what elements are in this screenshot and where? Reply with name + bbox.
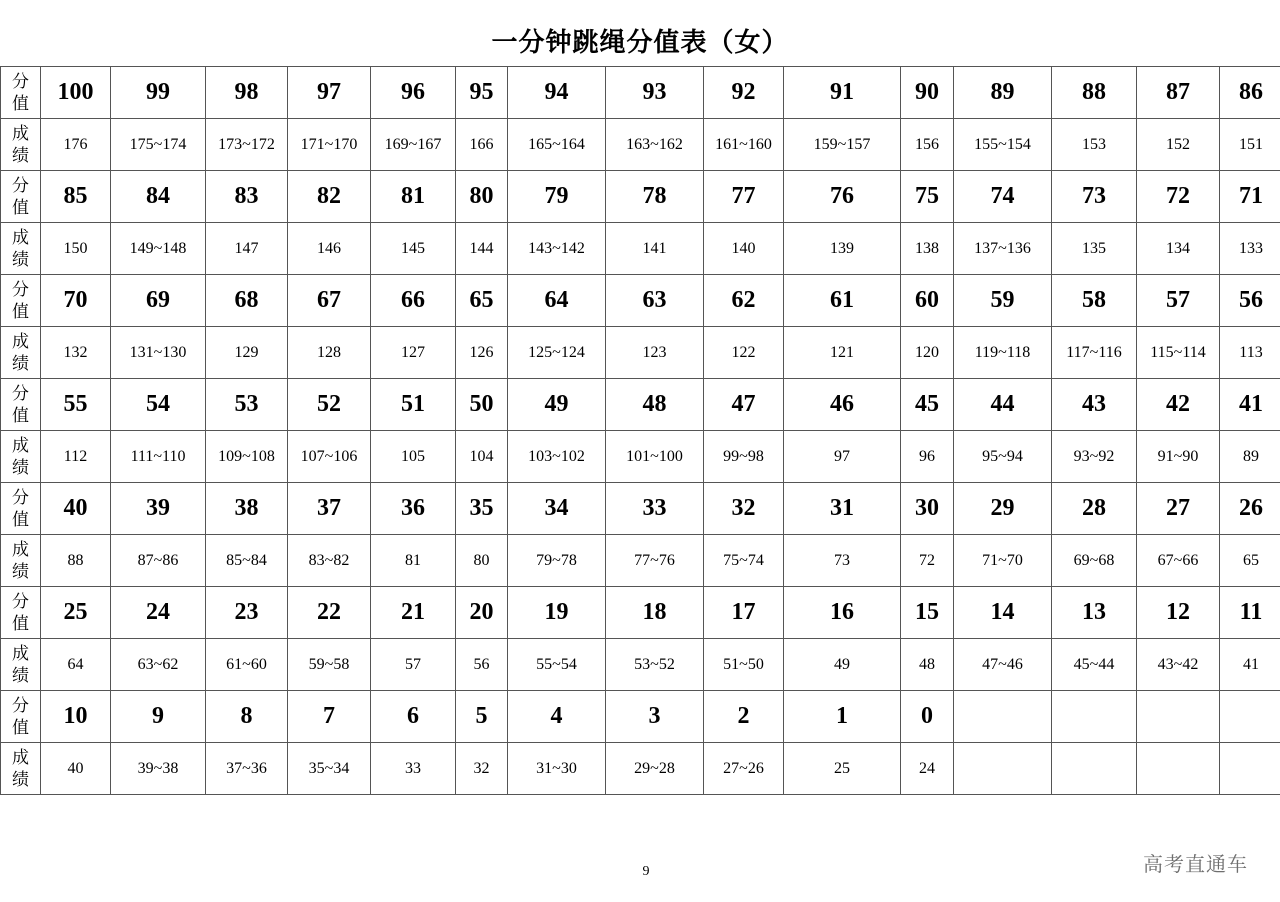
result-cell: 150 — [41, 223, 111, 275]
score-cell: 85 — [41, 171, 111, 223]
result-label — [1, 119, 41, 171]
result-cell: 75~74 — [704, 535, 784, 587]
score-cell: 18 — [606, 587, 704, 639]
score-cell: 30 — [901, 483, 954, 535]
result-cell: 35~34 — [288, 743, 371, 795]
result-cell: 47~46 — [954, 639, 1052, 691]
result-cell: 85~84 — [206, 535, 288, 587]
result-cell: 141 — [606, 223, 704, 275]
result-cell: 56 — [456, 639, 508, 691]
score-table — [0, 66, 1280, 795]
result-cell — [954, 743, 1052, 795]
label-char: 成 — [12, 539, 29, 560]
result-cell: 171~170 — [288, 119, 371, 171]
score-cell: 15 — [901, 587, 954, 639]
score-cell: 64 — [508, 275, 606, 327]
label-char: 分 — [12, 591, 29, 612]
result-cell: 27~26 — [704, 743, 784, 795]
score-cell: 90 — [901, 67, 954, 119]
score-cell: 62 — [704, 275, 784, 327]
result-cell: 165~164 — [508, 119, 606, 171]
result-label — [1, 223, 41, 275]
score-cell: 21 — [371, 587, 456, 639]
score-cell: 26 — [1220, 483, 1280, 535]
result-cell: 25 — [784, 743, 901, 795]
result-cell: 175~174 — [111, 119, 206, 171]
result-cell: 139 — [784, 223, 901, 275]
result-cell: 128 — [288, 327, 371, 379]
result-cell: 127 — [371, 327, 456, 379]
score-cell: 3 — [606, 691, 704, 743]
score-cell: 75 — [901, 171, 954, 223]
result-cell: 65 — [1220, 535, 1280, 587]
score-cell: 16 — [784, 587, 901, 639]
result-cell: 145 — [371, 223, 456, 275]
result-row — [1, 743, 1280, 795]
label-char: 分 — [12, 279, 29, 300]
points-row — [1, 587, 1280, 639]
result-label — [1, 327, 41, 379]
result-cell: 163~162 — [606, 119, 704, 171]
label-char: 值 — [12, 197, 29, 218]
result-cell: 40 — [41, 743, 111, 795]
label-char: 成 — [12, 331, 29, 352]
points-label — [1, 275, 41, 327]
result-row — [1, 327, 1280, 379]
result-cell: 73 — [784, 535, 901, 587]
score-cell: 49 — [508, 379, 606, 431]
score-cell: 94 — [508, 67, 606, 119]
result-cell: 140 — [704, 223, 784, 275]
result-cell: 80 — [456, 535, 508, 587]
score-cell: 76 — [784, 171, 901, 223]
points-label — [1, 379, 41, 431]
result-cell: 107~106 — [288, 431, 371, 483]
points-row — [1, 379, 1280, 431]
score-cell: 45 — [901, 379, 954, 431]
score-cell: 68 — [206, 275, 288, 327]
result-cell: 103~102 — [508, 431, 606, 483]
points-row — [1, 67, 1280, 119]
points-row — [1, 691, 1280, 743]
label-char: 成 — [12, 643, 29, 664]
result-cell: 51~50 — [704, 639, 784, 691]
label-char: 绩 — [12, 561, 29, 582]
score-cell: 66 — [371, 275, 456, 327]
label-char: 分 — [12, 383, 29, 404]
result-cell: 95~94 — [954, 431, 1052, 483]
score-cell: 34 — [508, 483, 606, 535]
label-char: 绩 — [12, 769, 29, 790]
score-cell: 27 — [1137, 483, 1220, 535]
score-cell: 97 — [288, 67, 371, 119]
label-char: 值 — [12, 405, 29, 426]
score-cell: 86 — [1220, 67, 1280, 119]
score-cell: 35 — [456, 483, 508, 535]
score-cell: 38 — [206, 483, 288, 535]
result-cell: 83~82 — [288, 535, 371, 587]
result-row — [1, 431, 1280, 483]
score-cell: 4 — [508, 691, 606, 743]
score-cell: 58 — [1052, 275, 1137, 327]
score-cell: 84 — [111, 171, 206, 223]
result-cell: 121 — [784, 327, 901, 379]
result-cell: 41 — [1220, 639, 1280, 691]
result-cell: 91~90 — [1137, 431, 1220, 483]
result-cell: 72 — [901, 535, 954, 587]
score-cell: 48 — [606, 379, 704, 431]
result-cell: 63~62 — [111, 639, 206, 691]
result-cell: 64 — [41, 639, 111, 691]
result-cell — [1052, 743, 1137, 795]
score-cell: 79 — [508, 171, 606, 223]
score-cell: 8 — [206, 691, 288, 743]
result-cell: 104 — [456, 431, 508, 483]
score-cell: 29 — [954, 483, 1052, 535]
result-cell: 176 — [41, 119, 111, 171]
score-cell: 31 — [784, 483, 901, 535]
score-cell: 7 — [288, 691, 371, 743]
result-cell: 135 — [1052, 223, 1137, 275]
result-cell: 132 — [41, 327, 111, 379]
score-cell: 53 — [206, 379, 288, 431]
result-cell: 37~36 — [206, 743, 288, 795]
score-cell: 74 — [954, 171, 1052, 223]
score-cell: 78 — [606, 171, 704, 223]
result-label — [1, 743, 41, 795]
result-cell: 32 — [456, 743, 508, 795]
result-cell: 53~52 — [606, 639, 704, 691]
result-cell: 131~130 — [111, 327, 206, 379]
result-cell: 159~157 — [784, 119, 901, 171]
result-cell: 67~66 — [1137, 535, 1220, 587]
score-cell: 56 — [1220, 275, 1280, 327]
result-cell: 134 — [1137, 223, 1220, 275]
score-cell: 11 — [1220, 587, 1280, 639]
label-char: 分 — [12, 695, 29, 716]
score-cell: 50 — [456, 379, 508, 431]
points-label — [1, 587, 41, 639]
label-char: 值 — [12, 717, 29, 738]
result-cell: 161~160 — [704, 119, 784, 171]
label-char: 分 — [12, 175, 29, 196]
result-cell: 45~44 — [1052, 639, 1137, 691]
result-cell: 24 — [901, 743, 954, 795]
result-cell: 143~142 — [508, 223, 606, 275]
result-cell: 149~148 — [111, 223, 206, 275]
label-char: 成 — [12, 227, 29, 248]
result-cell: 120 — [901, 327, 954, 379]
score-cell: 99 — [111, 67, 206, 119]
score-cell: 2 — [704, 691, 784, 743]
page-title: 一分钟跳绳分值表（女） — [491, 28, 789, 58]
result-cell: 146 — [288, 223, 371, 275]
label-char: 分 — [12, 487, 29, 508]
score-cell — [954, 691, 1052, 743]
score-cell: 1 — [784, 691, 901, 743]
result-cell: 156 — [901, 119, 954, 171]
label-char: 值 — [12, 509, 29, 530]
result-label — [1, 639, 41, 691]
score-cell: 47 — [704, 379, 784, 431]
label-char: 值 — [12, 613, 29, 634]
result-cell: 96 — [901, 431, 954, 483]
score-cell: 10 — [41, 691, 111, 743]
score-cell: 81 — [371, 171, 456, 223]
label-char: 成 — [12, 747, 29, 768]
score-cell: 71 — [1220, 171, 1280, 223]
score-cell: 92 — [704, 67, 784, 119]
result-cell: 49 — [784, 639, 901, 691]
result-cell: 89 — [1220, 431, 1280, 483]
result-cell: 129 — [206, 327, 288, 379]
score-cell: 41 — [1220, 379, 1280, 431]
score-cell: 44 — [954, 379, 1052, 431]
score-cell: 24 — [111, 587, 206, 639]
result-cell: 115~114 — [1137, 327, 1220, 379]
score-cell: 52 — [288, 379, 371, 431]
result-cell: 117~116 — [1052, 327, 1137, 379]
points-label — [1, 691, 41, 743]
result-cell: 29~28 — [606, 743, 704, 795]
score-cell: 28 — [1052, 483, 1137, 535]
result-cell: 87~86 — [111, 535, 206, 587]
score-cell: 13 — [1052, 587, 1137, 639]
result-cell: 111~110 — [111, 431, 206, 483]
score-cell: 5 — [456, 691, 508, 743]
result-cell: 123 — [606, 327, 704, 379]
result-cell: 61~60 — [206, 639, 288, 691]
score-cell: 54 — [111, 379, 206, 431]
score-cell: 0 — [901, 691, 954, 743]
result-cell: 79~78 — [508, 535, 606, 587]
result-cell: 112 — [41, 431, 111, 483]
result-row — [1, 119, 1280, 171]
score-cell: 23 — [206, 587, 288, 639]
score-cell: 95 — [456, 67, 508, 119]
score-cell: 87 — [1137, 67, 1220, 119]
score-cell: 67 — [288, 275, 371, 327]
label-char: 成 — [12, 435, 29, 456]
result-cell: 31~30 — [508, 743, 606, 795]
score-cell: 60 — [901, 275, 954, 327]
result-row — [1, 223, 1280, 275]
label-char: 成 — [12, 123, 29, 144]
result-cell: 133 — [1220, 223, 1280, 275]
score-cell: 69 — [111, 275, 206, 327]
result-cell: 43~42 — [1137, 639, 1220, 691]
score-cell: 61 — [784, 275, 901, 327]
result-cell: 155~154 — [954, 119, 1052, 171]
points-label — [1, 67, 41, 119]
label-char: 绩 — [12, 145, 29, 166]
label-char: 绩 — [12, 457, 29, 478]
label-char: 值 — [12, 301, 29, 322]
result-cell: 59~58 — [288, 639, 371, 691]
result-cell: 57 — [371, 639, 456, 691]
label-char: 绩 — [12, 249, 29, 270]
score-cell: 100 — [41, 67, 111, 119]
score-cell: 80 — [456, 171, 508, 223]
result-cell: 33 — [371, 743, 456, 795]
result-cell — [1220, 743, 1280, 795]
score-cell: 43 — [1052, 379, 1137, 431]
result-cell: 126 — [456, 327, 508, 379]
result-cell: 122 — [704, 327, 784, 379]
score-cell: 88 — [1052, 67, 1137, 119]
result-cell: 147 — [206, 223, 288, 275]
score-cell: 14 — [954, 587, 1052, 639]
score-cell: 19 — [508, 587, 606, 639]
score-cell: 72 — [1137, 171, 1220, 223]
result-cell: 97 — [784, 431, 901, 483]
result-cell: 137~136 — [954, 223, 1052, 275]
label-char: 分 — [12, 71, 29, 92]
result-cell: 113 — [1220, 327, 1280, 379]
score-cell — [1052, 691, 1137, 743]
score-cell: 70 — [41, 275, 111, 327]
score-cell: 36 — [371, 483, 456, 535]
result-cell: 153 — [1052, 119, 1137, 171]
result-row — [1, 639, 1280, 691]
result-row — [1, 535, 1280, 587]
score-cell: 98 — [206, 67, 288, 119]
result-cell: 169~167 — [371, 119, 456, 171]
points-label — [1, 483, 41, 535]
score-cell: 83 — [206, 171, 288, 223]
score-cell: 6 — [371, 691, 456, 743]
score-cell: 33 — [606, 483, 704, 535]
score-cell: 32 — [704, 483, 784, 535]
result-cell: 88 — [41, 535, 111, 587]
score-cell — [1220, 691, 1280, 743]
result-cell: 77~76 — [606, 535, 704, 587]
points-row — [1, 483, 1280, 535]
score-cell: 40 — [41, 483, 111, 535]
result-cell: 151 — [1220, 119, 1280, 171]
score-cell: 55 — [41, 379, 111, 431]
points-row — [1, 275, 1280, 327]
watermark-text: 高考直通车 — [1143, 852, 1248, 876]
result-cell: 109~108 — [206, 431, 288, 483]
result-cell: 81 — [371, 535, 456, 587]
result-cell: 48 — [901, 639, 954, 691]
score-cell: 73 — [1052, 171, 1137, 223]
result-cell: 119~118 — [954, 327, 1052, 379]
score-cell: 59 — [954, 275, 1052, 327]
result-cell: 69~68 — [1052, 535, 1137, 587]
score-cell: 57 — [1137, 275, 1220, 327]
points-label — [1, 171, 41, 223]
result-cell: 71~70 — [954, 535, 1052, 587]
result-label — [1, 535, 41, 587]
result-cell — [1137, 743, 1220, 795]
result-cell: 152 — [1137, 119, 1220, 171]
score-cell: 12 — [1137, 587, 1220, 639]
result-cell: 101~100 — [606, 431, 704, 483]
score-cell: 51 — [371, 379, 456, 431]
score-cell: 82 — [288, 171, 371, 223]
score-cell: 63 — [606, 275, 704, 327]
result-cell: 99~98 — [704, 431, 784, 483]
result-cell: 166 — [456, 119, 508, 171]
result-cell: 55~54 — [508, 639, 606, 691]
result-cell: 144 — [456, 223, 508, 275]
result-cell: 173~172 — [206, 119, 288, 171]
page-number: 9 — [642, 864, 650, 879]
points-row — [1, 171, 1280, 223]
score-cell: 39 — [111, 483, 206, 535]
label-char: 绩 — [12, 665, 29, 686]
result-cell: 125~124 — [508, 327, 606, 379]
score-cell: 37 — [288, 483, 371, 535]
score-cell: 93 — [606, 67, 704, 119]
score-cell: 25 — [41, 587, 111, 639]
result-cell: 138 — [901, 223, 954, 275]
result-cell: 39~38 — [111, 743, 206, 795]
score-table-body — [1, 67, 1280, 795]
score-cell: 9 — [111, 691, 206, 743]
score-cell: 89 — [954, 67, 1052, 119]
result-label — [1, 431, 41, 483]
score-cell: 77 — [704, 171, 784, 223]
score-cell: 42 — [1137, 379, 1220, 431]
score-cell: 20 — [456, 587, 508, 639]
score-cell: 96 — [371, 67, 456, 119]
result-cell: 93~92 — [1052, 431, 1137, 483]
score-cell: 65 — [456, 275, 508, 327]
score-cell: 46 — [784, 379, 901, 431]
label-char: 值 — [12, 93, 29, 114]
score-cell: 22 — [288, 587, 371, 639]
label-char: 绩 — [12, 353, 29, 374]
result-cell: 105 — [371, 431, 456, 483]
score-cell: 91 — [784, 67, 901, 119]
score-cell: 17 — [704, 587, 784, 639]
score-cell — [1137, 691, 1220, 743]
